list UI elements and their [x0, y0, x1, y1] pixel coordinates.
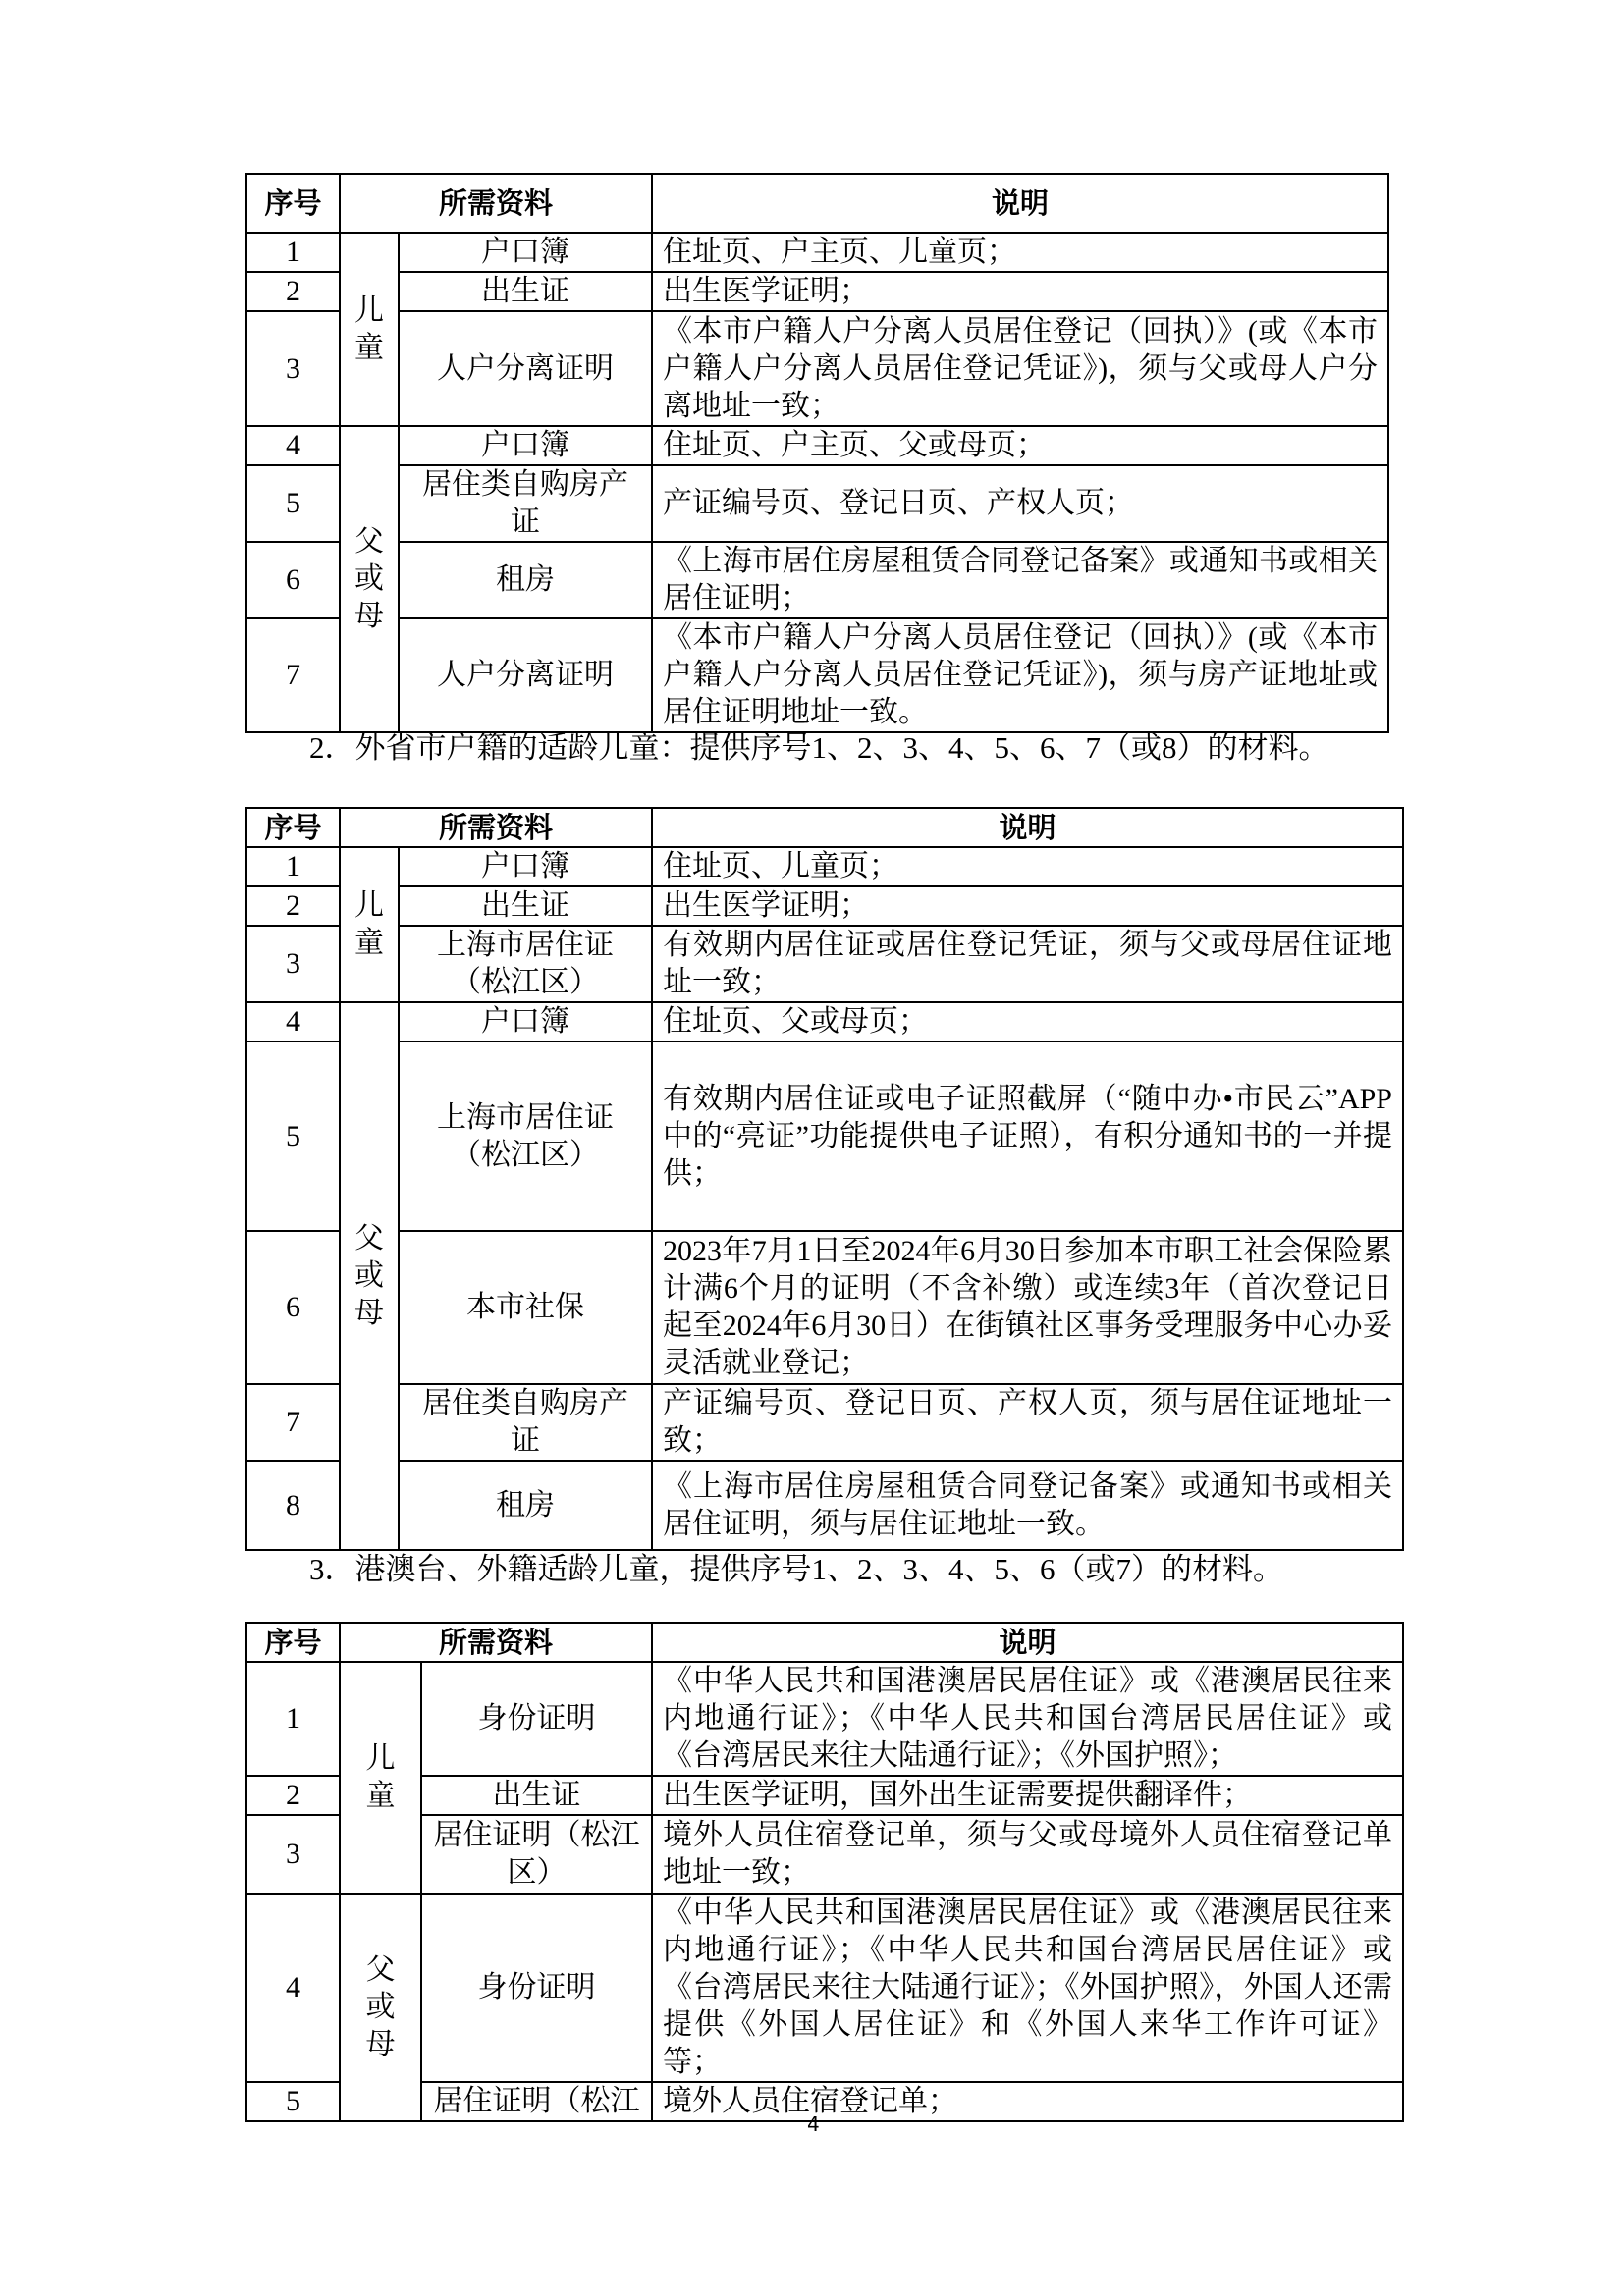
- row-number: 5: [246, 465, 340, 542]
- group-char: 父: [354, 1222, 384, 1255]
- header-desc: 说明: [652, 1623, 1403, 1662]
- table-row: [246, 618, 1388, 732]
- group-label: [340, 426, 399, 732]
- row-number: 8: [246, 1461, 340, 1550]
- table-row: [246, 886, 1403, 926]
- row-number: 7: [246, 1384, 340, 1461]
- group-char: 童: [354, 927, 384, 959]
- group-label: [340, 1002, 399, 1550]
- material-description: 《本市户籍人户分离人员居住登记（回执）》(或《本市户籍人户分离人员居住登记凭证》)，须与房产证地址或居住证明地址一致。: [652, 618, 1388, 732]
- material-item: 租房: [399, 1461, 652, 1550]
- group-char: 或: [365, 1991, 396, 2023]
- group-char: 或: [354, 1259, 384, 1292]
- material-description: 境外人员住宿登记单，须与父或母境外人员住宿登记单地址一致；: [652, 1815, 1403, 1894]
- table-local-household: [245, 173, 1389, 733]
- group-label: [340, 847, 399, 1002]
- material-item: 户口簿: [399, 1002, 652, 1041]
- group-label: [340, 233, 399, 426]
- material-item: 居住证明（松江: [421, 2082, 652, 2121]
- row-number: 1: [246, 847, 340, 886]
- material-item: 户口簿: [399, 233, 652, 272]
- material-description: 《上海市居住房屋租赁合同登记备案》或通知书或相关居住证明，须与居住证地址一致。: [652, 1461, 1403, 1550]
- material-description: 有效期内居住证或电子证照截屏（“随申办•市民云”APP中的“亮证”功能提供电子证照），有积分通知书的一并提供；: [652, 1041, 1403, 1231]
- material-description: 《中华人民共和国港澳居民居住证》或《港澳居民往来内地通行证》；《中华人民共和国台湾居民居住证》或《台湾居民来往大陆通行证》；《外国护照》，外国人还需提供《外国人居住证》和《外国人来华工作许可证》等；: [652, 1894, 1403, 2082]
- material-description: 有效期内居住证或居住登记凭证，须与父或母居住证地址一致；: [652, 926, 1403, 1002]
- material-item: 上海市居住证（松江区）: [399, 1041, 652, 1231]
- table-row: [246, 926, 1403, 1002]
- material-description: 《本市户籍人户分离人员居住登记（回执）》(或《本市户籍人户分离人员居住登记凭证》)，须与父或母人户分离地址一致；: [652, 311, 1388, 426]
- material-item: 人户分离证明: [399, 311, 652, 426]
- group-char: 母: [354, 600, 384, 632]
- group-char: 父: [354, 525, 384, 558]
- table-row: [246, 465, 1388, 542]
- table-row: [246, 847, 1403, 886]
- row-number: 3: [246, 926, 340, 1002]
- material-description: 境外人员住宿登记单；: [652, 2082, 1403, 2121]
- row-number: 3: [246, 1815, 340, 1894]
- header-no: 序号: [246, 174, 340, 233]
- material-description: 住址页、儿童页；: [652, 847, 1403, 886]
- material-description: 住址页、户主页、儿童页；: [652, 233, 1388, 272]
- header-row: [246, 808, 1403, 847]
- table-row: [246, 1231, 1403, 1384]
- row-number: 3: [246, 311, 340, 426]
- table-row: [246, 1041, 1403, 1231]
- group-char: 儿: [354, 294, 384, 327]
- material-item: 户口簿: [399, 426, 652, 465]
- material-item: 人户分离证明: [399, 618, 652, 732]
- material-item: 出生证: [421, 1776, 652, 1815]
- material-description: 住址页、户主页、父或母页；: [652, 426, 1388, 465]
- table-row: [246, 1894, 1403, 2082]
- group-char: 儿: [354, 889, 384, 922]
- group-char: 儿: [365, 1742, 396, 1775]
- material-description: 出生医学证明；: [652, 272, 1388, 311]
- material-description: 产证编号页、登记日页、产权人页；: [652, 465, 1388, 542]
- header-row: [246, 1623, 1403, 1662]
- header-row: [246, 174, 1388, 233]
- material-description: 2023年7月1日至2024年6月30日参加本市职工社会保险累计满6个月的证明（不含补缴）或连续3年（首次登记日起至2024年6月30日）在街镇社区事务受理服务中心办妥灵活就业登记；: [652, 1231, 1403, 1384]
- material-item: 户口簿: [399, 847, 652, 886]
- row-number: 2: [246, 886, 340, 926]
- row-number: 1: [246, 1662, 340, 1776]
- header-material: 所需资料: [340, 1623, 652, 1662]
- caption-other-province: 2．外省市户籍的适龄儿童：提供序号1、2、3、4、5、6、7（或8）的材料。: [309, 730, 1329, 765]
- row-number: 2: [246, 1776, 340, 1815]
- header-no: 序号: [246, 808, 340, 847]
- row-number: 4: [246, 1894, 340, 2082]
- table-row: [246, 233, 1388, 272]
- table-row: [246, 542, 1388, 618]
- row-number: 1: [246, 233, 340, 272]
- caption-foreign: 3．港澳台、外籍适龄儿童，提供序号1、2、3、4、5、6（或7）的材料。: [309, 1552, 1283, 1586]
- header-no: 序号: [246, 1623, 340, 1662]
- material-item: 出生证: [399, 886, 652, 926]
- material-item: 上海市居住证（松江区）: [399, 926, 652, 1002]
- header-material: 所需资料: [340, 174, 652, 233]
- row-number: 4: [246, 426, 340, 465]
- group-char: 母: [365, 2028, 396, 2060]
- group-label: [340, 1894, 421, 2121]
- material-item: 居住类自购房产证: [399, 1384, 652, 1461]
- material-description: 《中华人民共和国港澳居民居住证》或《港澳居民往来内地通行证》；《中华人民共和国台湾居民居住证》或《台湾居民来往大陆通行证》；《外国护照》；: [652, 1662, 1403, 1776]
- table-row: [246, 1002, 1403, 1041]
- table-row: [246, 1461, 1403, 1550]
- row-number: 6: [246, 542, 340, 618]
- material-item: 身份证明: [421, 1894, 652, 2082]
- table-row: [246, 272, 1388, 311]
- material-description: 产证编号页、登记日页、产权人页，须与居住证地址一致；: [652, 1384, 1403, 1461]
- table-foreign: [245, 1622, 1404, 2122]
- header-desc: 说明: [652, 808, 1403, 847]
- table-row: [246, 311, 1388, 426]
- row-number: 2: [246, 272, 340, 311]
- group-char: 母: [354, 1297, 384, 1329]
- material-description: 《上海市居住房屋租赁合同登记备案》或通知书或相关居住证明；: [652, 542, 1388, 618]
- row-number: 5: [246, 2082, 340, 2121]
- material-item: 身份证明: [421, 1662, 652, 1776]
- header-desc: 说明: [652, 174, 1388, 233]
- row-number: 5: [246, 1041, 340, 1231]
- group-char: 童: [354, 331, 384, 364]
- table-row: [246, 1384, 1403, 1461]
- material-item: 出生证: [399, 272, 652, 311]
- material-description: 出生医学证明；: [652, 886, 1403, 926]
- page-number: 4: [807, 2112, 820, 2136]
- row-number: 7: [246, 618, 340, 732]
- row-number: 6: [246, 1231, 340, 1384]
- group-char: 父: [365, 1953, 396, 1986]
- row-number: 4: [246, 1002, 340, 1041]
- group-char: 或: [354, 562, 384, 595]
- group-label: [340, 1662, 421, 1894]
- material-item: 居住证明（松江区）: [421, 1815, 652, 1894]
- material-item: 居住类自购房产证: [399, 465, 652, 542]
- table-other-province: [245, 807, 1404, 1551]
- material-item: 租房: [399, 542, 652, 618]
- table-row: [246, 426, 1388, 465]
- material-description: 出生医学证明，国外出生证需要提供翻译件；: [652, 1776, 1403, 1815]
- material-description: 住址页、父或母页；: [652, 1002, 1403, 1041]
- table-row: [246, 1662, 1403, 1776]
- header-material: 所需资料: [340, 808, 652, 847]
- material-item: 本市社保: [399, 1231, 652, 1384]
- group-char: 童: [365, 1780, 396, 1812]
